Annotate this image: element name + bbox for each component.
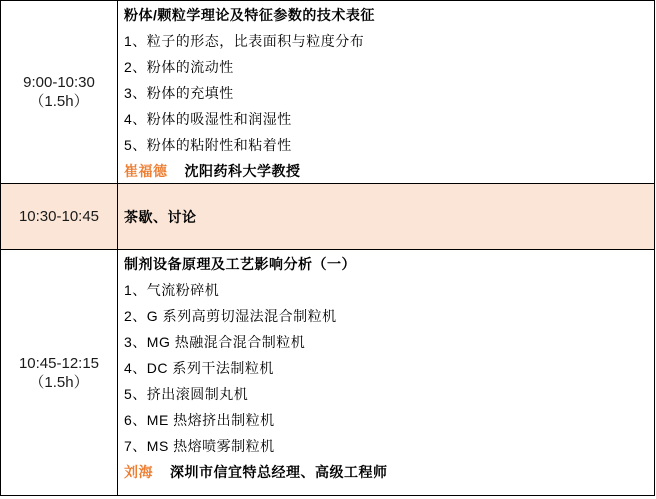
content-cell-session-2	[118, 250, 654, 495]
session-item: 1、粒子的形态，比表面积与粒度分布	[124, 33, 365, 49]
session-item: 6、ME 热熔挤出制粒机	[124, 412, 275, 428]
session-item: 2、粉体的流动性	[124, 59, 234, 75]
speaker-affiliation: 沈阳药科大学教授	[184, 163, 301, 179]
session-item: 2、G 系列高剪切湿法混合制粒机	[124, 308, 337, 324]
session-item: 5、挤出滚圆制丸机	[124, 386, 249, 402]
session-item: 5、粉体的粘附性和粘着性	[124, 137, 292, 153]
time-cell-session-1	[1, 1, 118, 183]
speaker-line	[124, 459, 646, 485]
speaker-affiliation: 深圳市信宜特总经理、高级工程师	[170, 464, 388, 480]
session-row-2	[1, 250, 654, 495]
speaker-line	[124, 158, 646, 183]
session-item: 7、MS 热熔喷雾制粒机	[124, 438, 275, 454]
break-title: 茶歇、讨论	[124, 209, 197, 225]
content-cell-break	[118, 184, 654, 249]
session-item: 3、粉体的充填性	[124, 85, 234, 101]
session-item: 4、DC 系列干法制粒机	[124, 360, 274, 376]
time-cell-session-2	[1, 250, 118, 495]
session-title: 制剂设备原理及工艺影响分析（一）	[124, 256, 356, 272]
session-item: 4、粉体的吸湿性和润湿性	[124, 111, 292, 127]
content-cell-session-1	[118, 1, 654, 183]
break-row	[1, 184, 654, 250]
time-duration: （1.5h）	[29, 373, 89, 391]
time-range: 10:30-10:45	[18, 208, 100, 225]
session-item: 3、MG 热融混合混合制粒机	[124, 334, 306, 350]
time-cell-break	[1, 184, 118, 249]
session-row-1	[1, 1, 654, 184]
speaker-name: 刘海	[124, 464, 153, 480]
time-range: 10:45-12:15	[18, 354, 100, 372]
session-title: 粉体/颗粒学理论及特征参数的技术表征	[124, 7, 375, 23]
time-range: 9:00-10:30	[23, 74, 95, 91]
session-item: 1、气流粉碎机	[124, 282, 220, 298]
speaker-name: 崔福德	[124, 163, 168, 179]
time-duration: （1.5h）	[29, 93, 89, 110]
